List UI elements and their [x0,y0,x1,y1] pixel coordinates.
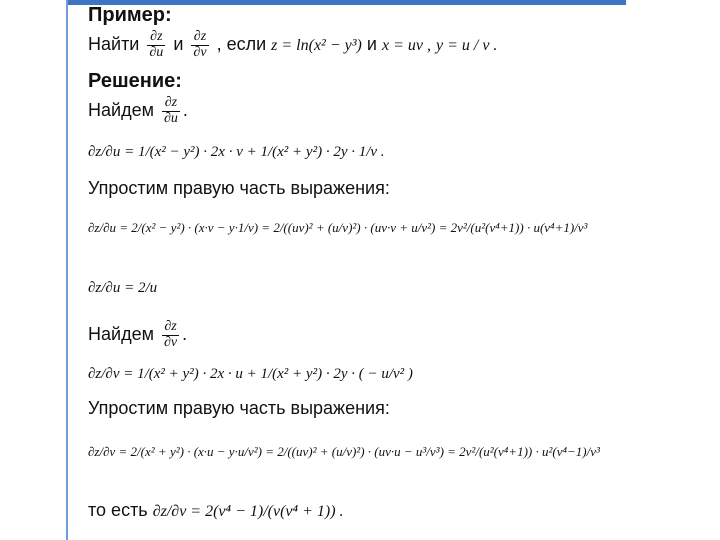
find-dz-du-label: Найдем [88,99,154,120]
find-dz-dv-line: Найдем $\frac{\partial z}{\partial v}$ . [88,319,188,350]
task-comma-if: , если [216,33,267,54]
dz-dv-fraction: $\frac{\partial z}{\partial v}$ [193,29,207,60]
task-find: Найти [88,33,140,54]
task-and2: и [366,33,377,54]
left-border [66,0,68,540]
z-definition: z = ln(x² − y³) [271,36,362,54]
result-equation: ∂z/∂v = 2(v⁴ − 1)/(v(v⁴ + 1)) . [152,503,344,520]
that-is-line [88,500,344,521]
find-dz-du-line: Найдем $\frac{\partial z}{\partial u}$ . [88,95,188,126]
example-heading: Пример: [88,4,172,26]
solution-heading: Решение: [88,70,182,92]
find-dz-dv-label: Найдем [88,323,154,344]
simplify1-text: Упростим правую часть выражения: [88,178,390,198]
task-and1: и [173,33,184,54]
that-is-label: то есть [88,500,148,520]
simplify2-text: Упростим правую часть выражения: [88,398,390,418]
task-line [88,30,497,60]
step4-equation: ∂z/∂v = 1/(x² + y²) · 2x · u + 1/(x² + y²) · 2y · ( − u/v² ) [88,366,413,382]
x-definition: x = uv , [381,36,431,54]
find-dz-du-fraction: $\frac{\partial z}{\partial u}$ [163,95,178,126]
y-definition: y = u / v . [435,36,498,54]
dz-du-fraction: $\frac{\partial z}{\partial u}$ [149,29,164,60]
step2-equation: ∂z/∂u = 2/(x² − y²) · (x·v − y·1/v) = 2/((uv)² + (u/v)²) · (uv·v + u/v²) = 2v²/(u²(v⁴+1)) · u(v⁴+1)/v³ [88,220,588,235]
find-dz-dv-fraction: $\frac{\partial z}{\partial v}$ [163,319,178,350]
step3-equation: ∂z/∂u = 2/u [88,280,158,296]
step5-equation: ∂z/∂v = 2/(x² + y²) · (x·u − y·u/v²) = 2/((uv)² + (u/v)²) · (uv·u − u³/v³) = 2v²/(u²(v⁴+1)) · u²(v⁴−1)/v³ [88,444,600,459]
step1-equation: ∂z/∂u = 1/(x² − y²) · 2x · v + 1/(x² + y²) · 2y · 1/v . [88,144,385,160]
